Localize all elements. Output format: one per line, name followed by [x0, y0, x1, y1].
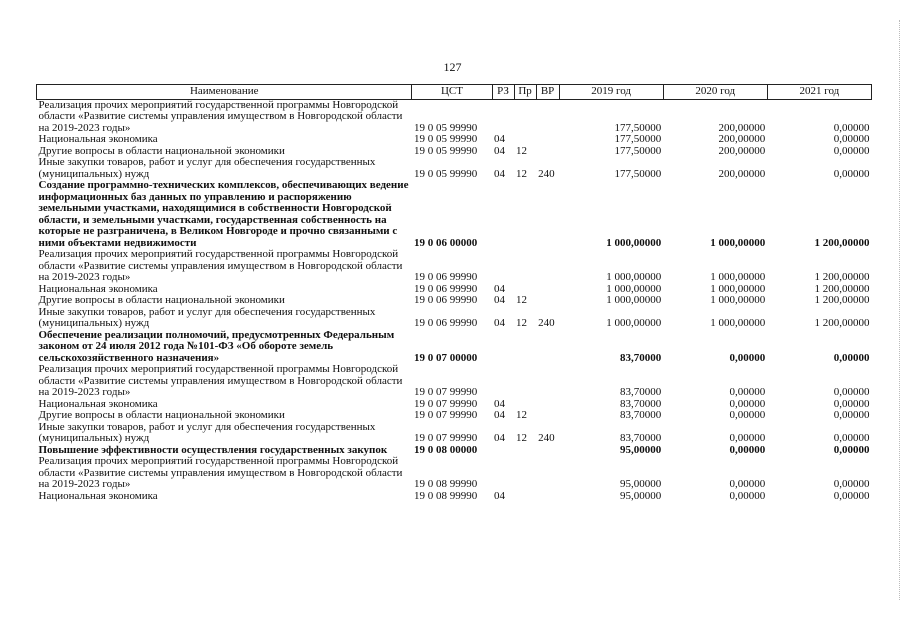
row-vr: 240 [538, 432, 555, 444]
row-2020: 0,00000 [729, 386, 766, 398]
row-cst: 19 0 05 99990 [413, 144, 478, 157]
row-rz: 04 [494, 144, 506, 157]
row-vr [536, 295, 559, 307]
row-vr [536, 146, 559, 158]
table-row [37, 157, 872, 180]
row-vr: 240 [538, 317, 555, 329]
row-cst: 19 0 05 99990 [413, 133, 478, 145]
row-2020: 0,00000 [729, 478, 766, 490]
row-rz: 04 [494, 294, 506, 306]
row-2019: 1 000,00000 [606, 282, 662, 295]
header-cst: ЦСТ [412, 85, 492, 100]
row-cst: 19 0 06 99990 [413, 271, 478, 283]
row-cst: 19 0 07 00000 [413, 351, 478, 364]
row-vr [536, 364, 559, 399]
row-pr [514, 99, 536, 134]
row-cst: 19 0 08 00000 [413, 443, 478, 456]
row-pr [514, 249, 536, 284]
row-vr [536, 445, 559, 457]
row-name: Реализация прочих мероприятий государственной программы Новгородской области «Развитие системы управления имуществом в Новгородской области на 2019-2023 годы» [38, 455, 403, 490]
budget-table [36, 84, 872, 502]
row-cst: 19 0 07 99990 [413, 409, 478, 421]
row-vr [536, 491, 559, 503]
row-cst: 19 0 06 00000 [413, 236, 478, 249]
row-2021: 0,00000 [833, 167, 870, 180]
row-2021: 0,00000 [833, 133, 870, 145]
row-vr [536, 456, 559, 491]
row-vr [536, 134, 559, 146]
row-2021: 1 200,00000 [814, 282, 870, 295]
row-name: Национальная экономика [38, 397, 158, 410]
row-2021: 0,00000 [833, 443, 870, 456]
header-vr: ВР [536, 85, 559, 100]
row-vr [536, 284, 559, 296]
header-2019: 2019 год [559, 85, 663, 100]
row-cst: 19 0 06 99990 [413, 282, 478, 295]
row-2021: 0,00000 [833, 144, 870, 157]
row-2021: 0,00000 [833, 351, 870, 364]
row-pr: 12 [516, 409, 528, 421]
row-rz [492, 180, 514, 249]
row-2021: 0,00000 [833, 386, 870, 398]
header-pr: Пр [514, 85, 536, 100]
table-row [37, 307, 872, 330]
row-name: Другие вопросы в области национальной экономики [38, 294, 285, 306]
row-cst: 19 0 07 99990 [413, 386, 478, 398]
table-row [37, 330, 872, 365]
row-cst: 19 0 05 99990 [413, 121, 478, 134]
row-rz [492, 456, 514, 491]
row-name: Реализация прочих мероприятий государственной программы Новгородской области «Развитие системы управления имуществом в Новгородской области на 2019-2023 годы» [38, 248, 403, 283]
row-vr [536, 249, 559, 284]
header-2020: 2020 год [663, 85, 767, 100]
row-2019: 1 000,00000 [606, 294, 662, 306]
row-2020: 0,00000 [729, 489, 766, 502]
row-2019: 177,50000 [614, 133, 662, 145]
row-name: Другие вопросы в области национальной экономики [38, 144, 285, 157]
table-row [37, 364, 872, 399]
row-rz [492, 445, 514, 457]
row-2019: 83,70000 [619, 397, 662, 410]
row-vr [536, 180, 559, 249]
row-2020: 0,00000 [729, 351, 766, 364]
row-2019: 1 000,00000 [606, 271, 662, 283]
row-2019: 95,00000 [619, 478, 662, 490]
row-pr: 12 [516, 144, 528, 157]
row-name: Национальная экономика [38, 133, 158, 145]
row-name: Иные закупки товаров, работ и услуг для обеспечения государственных (муниципальных) нужд [38, 305, 376, 329]
table-row [37, 456, 872, 491]
row-vr: 240 [538, 167, 555, 180]
row-2021: 1 200,00000 [814, 271, 870, 283]
table-row [37, 410, 872, 422]
row-cst: 19 0 08 99990 [413, 478, 478, 490]
row-cst: 19 0 05 99990 [413, 167, 478, 180]
row-pr [514, 330, 536, 365]
row-cst: 19 0 07 99990 [413, 432, 478, 444]
row-2020: 1 000,00000 [710, 317, 766, 329]
row-rz: 04 [494, 282, 506, 295]
row-2019: 177,50000 [614, 167, 662, 180]
row-rz: 04 [494, 317, 506, 329]
row-cst: 19 0 06 99990 [413, 317, 478, 329]
row-2020: 200,00000 [718, 167, 766, 180]
row-cst: 19 0 08 99990 [413, 489, 478, 502]
row-2020: 1 000,00000 [710, 282, 766, 295]
row-2019: 95,00000 [619, 443, 662, 456]
row-name: Реализация прочих мероприятий государственной программы Новгородской области «Развитие системы управления имуществом в Новгородской области на 2019-2023 годы» [38, 363, 403, 398]
row-name: Иные закупки товаров, работ и услуг для обеспечения государственных (муниципальных) нужд [38, 156, 376, 180]
table-row [37, 422, 872, 445]
row-rz [492, 330, 514, 365]
row-vr [536, 330, 559, 365]
row-2019: 83,70000 [619, 386, 662, 398]
row-name: Повышение эффективности осуществления государственных закупок [38, 443, 388, 456]
page-number: 127 [443, 60, 462, 74]
row-rz: 04 [494, 409, 506, 421]
row-name: Обеспечение реализации полномочий, предусмотренных Федеральным законом от 24 июля 2012 года №101-ФЗ «Об обороте земель сельскохозяйственного назначения» [38, 328, 395, 364]
row-2019: 83,70000 [619, 432, 662, 444]
row-2021: 0,00000 [833, 489, 870, 502]
row-pr [514, 134, 536, 146]
row-vr [536, 410, 559, 422]
row-2019: 83,70000 [619, 409, 662, 421]
row-2021: 1 200,00000 [814, 294, 870, 306]
row-name: Реализация прочих мероприятий государственной программы Новгородской области «Развитие системы управления имуществом в Новгородской области на 2019-2023 годы» [38, 98, 403, 134]
row-2019: 83,70000 [619, 351, 662, 364]
row-pr: 12 [516, 167, 528, 180]
row-2019: 95,00000 [619, 489, 662, 502]
row-cst: 19 0 06 99990 [413, 294, 478, 306]
row-2020: 0,00000 [729, 443, 766, 456]
row-2021: 0,00000 [833, 409, 870, 421]
row-2021: 0,00000 [833, 478, 870, 490]
row-pr [514, 491, 536, 503]
row-pr [514, 445, 536, 457]
table-row [37, 180, 872, 249]
row-rz [492, 249, 514, 284]
row-rz: 04 [494, 432, 506, 444]
row-name: Национальная экономика [38, 282, 158, 295]
header-rz: РЗ [492, 85, 514, 100]
table-row [37, 99, 872, 134]
row-name: Другие вопросы в области национальной экономики [38, 409, 285, 421]
row-pr [514, 180, 536, 249]
row-2020: 1 000,00000 [710, 236, 766, 249]
row-2019: 1 000,00000 [606, 317, 662, 329]
table-row [37, 134, 872, 146]
row-2020: 0,00000 [729, 409, 766, 421]
row-2020: 200,00000 [718, 133, 766, 145]
row-2019: 1 000,00000 [606, 236, 662, 249]
row-2021: 0,00000 [833, 121, 870, 134]
row-name: Иные закупки товаров, работ и услуг для обеспечения государственных (муниципальных) нужд [38, 420, 376, 444]
table-body [37, 99, 872, 502]
row-vr [536, 99, 559, 134]
row-2019: 177,50000 [614, 144, 662, 157]
row-pr: 12 [516, 432, 528, 444]
row-2020: 1 000,00000 [710, 271, 766, 283]
row-2019: 177,50000 [614, 121, 662, 134]
row-2020: 200,00000 [718, 144, 766, 157]
row-pr: 12 [516, 317, 528, 329]
header-name: Наименование [37, 85, 412, 100]
scan-edge-marks [899, 20, 902, 600]
row-pr [514, 456, 536, 491]
row-name: Национальная экономика [38, 489, 158, 502]
row-vr [536, 399, 559, 411]
row-name: Создание программно-технических комплексов, обеспечивающих ведение информационных баз данных по управлению и распоряжению земельными участками, находящимися в собственности Новгородской области, и земельными участками, государственная собственность на которые не разграничена, в Великом Новгороде и прочно связанными с ними объектами недвижимости [38, 179, 409, 249]
row-2021: 0,00000 [833, 432, 870, 444]
table-row [37, 249, 872, 284]
row-rz [492, 99, 514, 134]
row-2021: 0,00000 [833, 397, 870, 410]
row-pr: 12 [516, 294, 528, 306]
table-header-row [37, 85, 872, 100]
row-rz: 04 [494, 133, 506, 145]
row-2020: 0,00000 [729, 432, 766, 444]
row-cst: 19 0 07 99990 [413, 397, 478, 410]
row-2021: 1 200,00000 [814, 236, 870, 249]
row-rz: 04 [494, 167, 506, 180]
row-2020: 0,00000 [729, 397, 766, 410]
header-2021: 2021 год [767, 85, 871, 100]
row-2020: 200,00000 [718, 121, 766, 134]
row-rz: 04 [494, 397, 506, 410]
table-row [37, 491, 872, 503]
row-2020: 1 000,00000 [710, 294, 766, 306]
row-rz [492, 364, 514, 399]
row-2021: 1 200,00000 [814, 317, 870, 329]
table-row [37, 295, 872, 307]
row-pr [514, 364, 536, 399]
row-rz: 04 [494, 489, 506, 502]
